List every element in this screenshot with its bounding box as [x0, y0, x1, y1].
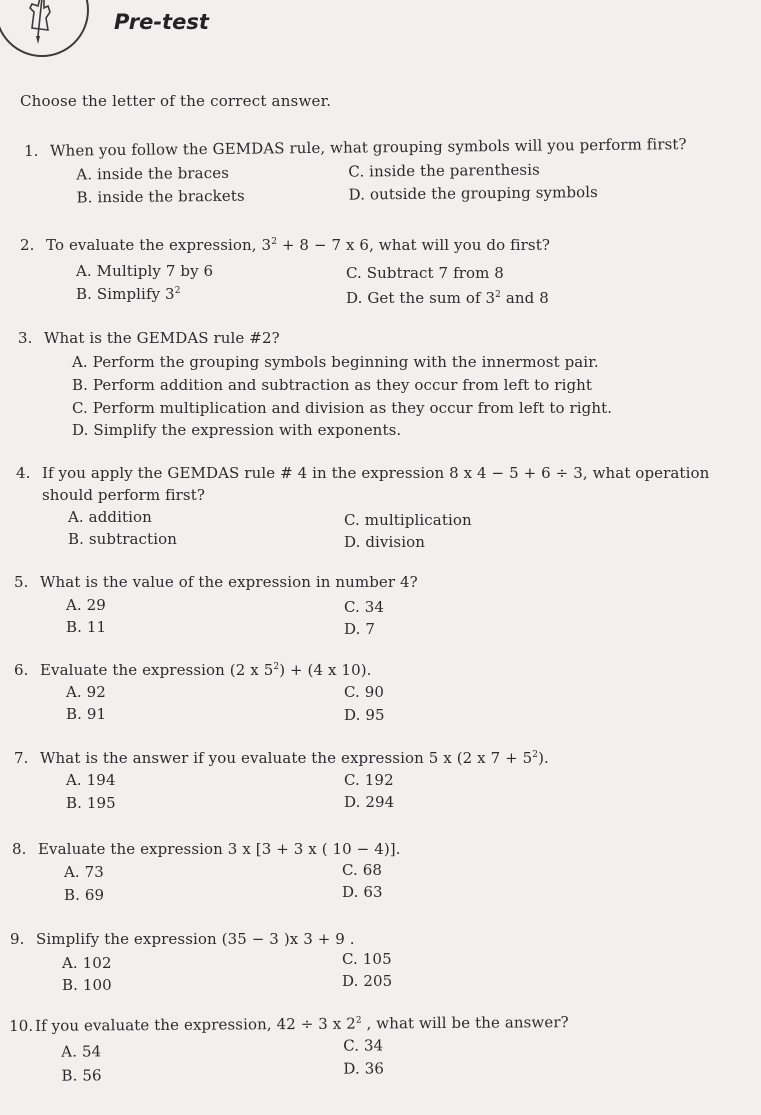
choice-d[interactable]: D. Simplify the expression with exponents. [72, 421, 402, 439]
choice-d[interactable]: D. 7 [344, 620, 375, 638]
choice-a[interactable]: A. 102 [62, 954, 112, 972]
question-text: Simplify the expression (35 − 3 )x 3 + 9 . [36, 930, 355, 948]
hand-writing-icon [0, 0, 96, 64]
choice-a[interactable]: A. Perform the grouping symbols beginning with the innermost pair. [72, 353, 599, 371]
question-text: What is the GEMDAS rule #2? [44, 329, 280, 347]
question-text: Evaluate the expression (2 x $5^2) + (4$ x 10). [40, 661, 372, 679]
choice-b[interactable]: B. 195 [66, 794, 116, 812]
question-text: If you evaluate the expression, 42 ÷ 3 x $2^2$ , what will be the answer? [35, 1013, 569, 1035]
question-text: To evaluate the expression, $3^2 + 8 - 7$ x 6, what will you do first? [46, 236, 550, 254]
choice-d[interactable]: D. 36 [343, 1059, 385, 1078]
question-2 [20, 234, 730, 307]
choice-c[interactable]: C. Perform multiplication and division as they occur from left to right. [72, 399, 613, 417]
question-number: 4. [16, 464, 31, 482]
choice-c[interactable]: C. 34 [343, 1036, 384, 1055]
choice-a[interactable]: A. addition [68, 508, 152, 526]
question-1 [24, 133, 735, 208]
choice-d[interactable]: D. 95 [344, 706, 385, 724]
choice-c[interactable]: C. inside the parenthesis [348, 160, 540, 181]
choice-d[interactable]: D. Get the sum of $3^2$ and 8 [346, 289, 549, 307]
question-8 [12, 838, 732, 906]
choice-d[interactable]: D. 63 [342, 883, 383, 901]
question-6 [14, 659, 734, 727]
question-10 [9, 1010, 729, 1083]
question-number: 6. [14, 661, 29, 679]
question-number: 8. [12, 840, 27, 858]
question-text: When you follow the GEMDAS rule, what grouping symbols will you perform first? [50, 135, 687, 160]
choice-a[interactable]: A. 73 [64, 863, 104, 881]
choice-b[interactable]: B. 100 [62, 976, 112, 994]
choice-c[interactable]: C. 105 [342, 950, 392, 968]
question-number: 5. [14, 573, 29, 591]
choice-c[interactable]: C. 34 [344, 598, 385, 616]
choice-c[interactable]: C. Subtract 7 from 8 [346, 264, 504, 282]
choice-b[interactable]: B. Simplify $3^2$ [76, 285, 181, 303]
choice-b[interactable]: B. subtraction [68, 530, 177, 548]
question-text: What is the value of the expression in number 4? [40, 573, 418, 591]
question-9 [10, 928, 730, 996]
choice-b[interactable]: B. 91 [66, 705, 107, 723]
question-3 [18, 327, 738, 439]
choice-b[interactable]: B. inside the brackets [76, 186, 245, 207]
choice-a[interactable]: A. 54 [61, 1042, 102, 1061]
question-number: 2. [20, 236, 35, 254]
question-text: If you apply the GEMDAS rule # 4 in the expression 8 x 4 − 5 + 6 ÷ 3, what operation should perform first? [42, 464, 710, 504]
question-number: 9. [10, 930, 25, 948]
choice-b[interactable]: B. Perform addition and subtraction as they occur from left to right [72, 376, 593, 394]
choice-c[interactable]: C. multiplication [344, 511, 472, 529]
question-number: 7. [14, 749, 29, 767]
instruction-text: Choose the letter of the correct answer. [20, 92, 332, 110]
question-5 [14, 571, 734, 639]
page-title: Pre-test [114, 10, 209, 34]
question-text: Evaluate the expression 3 x [3 + 3 x ( 10 − 4)]. [38, 840, 401, 858]
choice-a[interactable]: A. 92 [66, 683, 106, 701]
choice-d[interactable]: D. 294 [344, 793, 395, 811]
choice-a[interactable]: A. inside the braces [76, 163, 230, 184]
choice-c[interactable]: C. 192 [344, 771, 394, 789]
question-number: 3. [18, 329, 33, 347]
choice-d[interactable]: D. outside the grouping symbols [348, 182, 599, 204]
question-number: 10. [9, 1016, 34, 1035]
choice-a[interactable]: A. 194 [66, 771, 116, 789]
choice-b[interactable]: B. 11 [66, 618, 107, 636]
choice-c[interactable]: C. 90 [344, 683, 385, 701]
choice-a[interactable]: A. Multiply 7 by 6 [76, 262, 214, 280]
question-number: 1. [24, 141, 39, 160]
question-4 [16, 462, 736, 552]
choice-b[interactable]: B. 56 [61, 1066, 102, 1085]
choice-a[interactable]: A. 29 [66, 596, 106, 614]
choice-c[interactable]: C. 68 [342, 861, 383, 879]
choice-b[interactable]: B. 69 [64, 886, 105, 904]
question-7 [14, 747, 734, 815]
choice-d[interactable]: D. division [344, 533, 425, 551]
choice-d[interactable]: D. 205 [342, 972, 393, 990]
question-text: What is the answer if you evaluate the expression 5 x (2 x $7 + 5^2$). [40, 749, 549, 767]
